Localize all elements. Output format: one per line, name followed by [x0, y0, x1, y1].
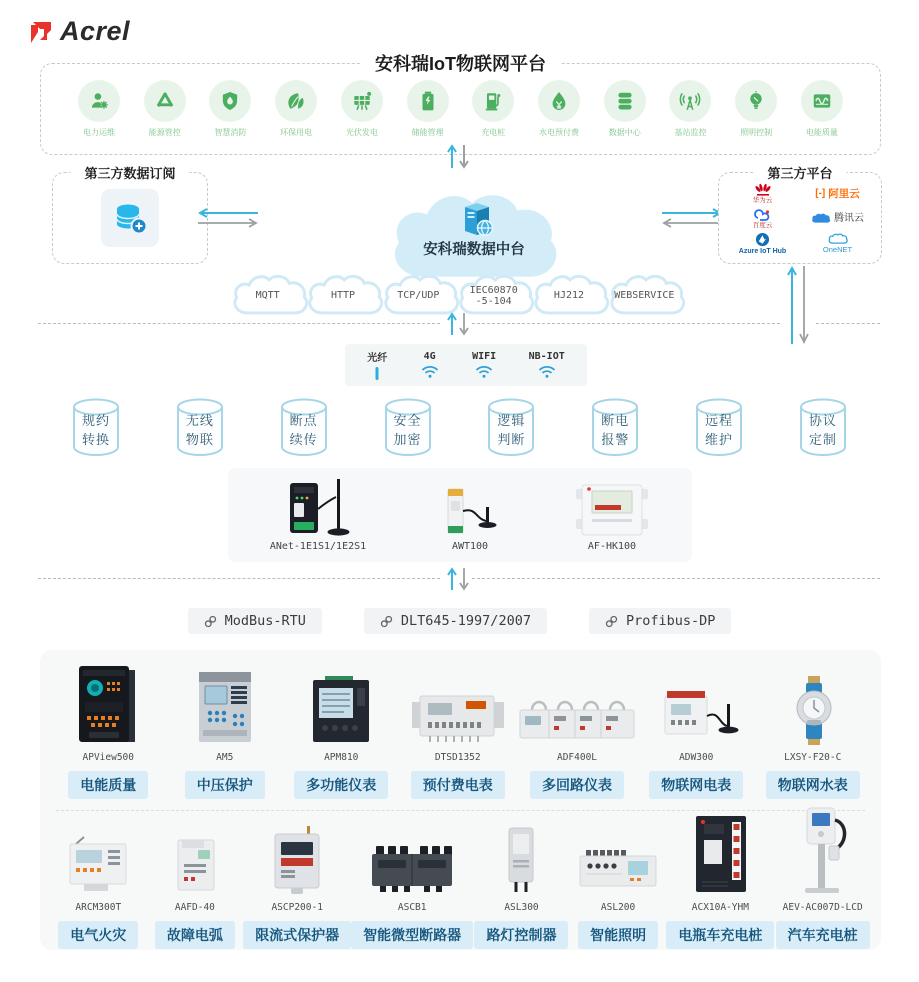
app-icon-circle [144, 80, 186, 122]
device-category-badge: 电气火灾 [58, 921, 138, 949]
device-category-badge: 路灯控制器 [474, 921, 568, 949]
device-item [516, 664, 638, 799]
app-icon-circle [604, 80, 646, 122]
device-model: ARCM300T [75, 902, 122, 913]
provider-label: 华为云 [752, 196, 773, 204]
cloud-provider [823, 233, 852, 254]
platform-app [73, 80, 125, 138]
ascb1-image [362, 818, 462, 896]
gateway-model: AWT100 [451, 541, 489, 552]
apview500-image [63, 664, 153, 746]
ascp200-1-image [257, 818, 337, 896]
platform-app [204, 80, 256, 138]
afhk100-gateway-image [562, 481, 662, 539]
app-icon-circle [538, 80, 580, 122]
device-category-badge: 物联网水表 [766, 771, 860, 799]
device-item [147, 818, 244, 949]
app-icon-circle [78, 80, 120, 122]
up-down-arrows-divider1 [444, 311, 472, 337]
protocol-cloud [607, 274, 682, 318]
left-right-arrows-left [196, 208, 260, 228]
divider [38, 323, 440, 324]
device-item [243, 818, 351, 949]
capability-cylinder [695, 398, 743, 458]
capability-cylinder [72, 398, 120, 458]
divider [38, 578, 440, 579]
protocol-cloud-label: HJ212 [553, 290, 585, 302]
device-category-badge: 智能微型断路器 [351, 921, 473, 949]
device-panel [40, 650, 881, 950]
app-label: 数据中心 [608, 128, 641, 137]
power-quality-icon [811, 90, 833, 112]
app-icon-circle [472, 80, 514, 122]
data-center-icon [614, 90, 636, 112]
platform-app [467, 80, 519, 138]
protocol-cloud [305, 274, 380, 318]
device-item [774, 818, 871, 949]
platform-app [796, 80, 848, 138]
device-item [473, 818, 570, 949]
cloud-provider [815, 188, 860, 200]
capability-cylinder [799, 398, 847, 458]
divider [56, 810, 865, 811]
platform-app [139, 80, 191, 138]
energy-management-icon [154, 90, 176, 112]
capability-label: 无线 物联 [185, 413, 214, 447]
platform-title: 安科瑞IoT物联网平台 [361, 50, 560, 76]
device-item [638, 664, 755, 799]
app-label: 充电桩 [481, 128, 506, 137]
wifi-icon [537, 364, 557, 379]
gateway-box [228, 468, 692, 562]
device-model: ASL200 [600, 902, 636, 913]
device-category-badge: 物联网电表 [649, 771, 743, 799]
device-model: ASCP200-1 [271, 902, 323, 913]
lxsy-f20-c-image [778, 664, 848, 746]
adf400l-image [516, 664, 638, 746]
prepay-icon [548, 90, 570, 112]
device-item [666, 818, 774, 949]
awt100-gateway-image [418, 483, 522, 539]
field-protocol-label: ModBus-RTU [224, 613, 306, 629]
device-category-badge: 多回路仪表 [530, 771, 624, 799]
acrel-logo-text: Acrel [60, 16, 131, 46]
up-down-arrows-right [784, 264, 812, 346]
app-label: 储能管理 [411, 128, 444, 137]
device-item [755, 664, 872, 799]
app-icon-circle [407, 80, 449, 122]
apm810-image [301, 664, 381, 746]
power-ops-icon [88, 90, 110, 112]
fire-safety-icon [219, 90, 241, 112]
app-label: 光伏发电 [345, 128, 378, 137]
device-category-badge: 多功能仪表 [294, 771, 388, 799]
fiber-icon [367, 366, 387, 381]
provider-label: 腾讯云 [834, 212, 864, 224]
device-model: APM810 [324, 752, 359, 763]
wifi-icon [474, 364, 494, 379]
third-party-platform-title: 第三方平台 [753, 163, 846, 182]
data-cloud-label: 安科瑞数据中台 [423, 242, 525, 258]
provider-label: 百度云 [752, 221, 773, 229]
divider [472, 578, 880, 579]
cloud-provider [811, 212, 864, 225]
base-station-icon [679, 90, 701, 112]
network-label: 光纤 [367, 353, 388, 364]
up-down-arrows-divider2 [444, 566, 472, 592]
app-icon-circle [669, 80, 711, 122]
lighting-control-icon [745, 90, 767, 112]
app-label: 智慧消防 [214, 128, 247, 137]
huawei-cloud-icon [754, 183, 772, 197]
platform-app [402, 80, 454, 138]
solar-power-icon [351, 90, 373, 112]
device-model: ADW300 [679, 752, 714, 763]
app-label: 水电预付费 [539, 128, 580, 137]
network-item [472, 351, 496, 379]
app-label: 照明控制 [740, 128, 773, 137]
capability-cylinder [176, 398, 224, 458]
acrel-data-cloud [384, 190, 564, 270]
subscribe-box-title: 第三方数据订阅 [70, 163, 189, 182]
capabilities-row [72, 398, 847, 458]
capability-label: 安全 加密 [393, 413, 422, 447]
field-protocol-pill [364, 608, 547, 634]
device-model: AAFD-40 [174, 902, 215, 913]
device-category-badge: 电瓶车充电桩 [666, 921, 774, 949]
gateway-model: AF-HK100 [587, 541, 637, 552]
database-add-icon [101, 189, 159, 247]
gateway-item [562, 481, 662, 552]
azure-iot-hub-icon [755, 232, 770, 247]
network-label: 4G [423, 351, 436, 362]
device-category-badge: 电能质量 [68, 771, 148, 799]
aafd-40-image [160, 818, 230, 896]
device-model: DTSD1352 [434, 752, 481, 763]
acx10a-yhm-image [680, 818, 760, 896]
device-item [167, 664, 284, 799]
protocol-cloud-label: MQTT [255, 290, 280, 302]
app-label: 电力运维 [83, 128, 115, 137]
capability-cylinder [487, 398, 535, 458]
network-label: WIFI [472, 351, 497, 362]
eco-power-icon [285, 90, 307, 112]
app-label: 基站监控 [674, 128, 707, 137]
am5-image [185, 664, 265, 746]
baidu-cloud-icon [754, 208, 772, 222]
field-protocol-pill [188, 608, 322, 634]
device-item [400, 664, 517, 799]
device-model: APView500 [82, 752, 134, 763]
acrel-logo [28, 16, 130, 47]
device-category-badge: 限流式保护器 [243, 921, 351, 949]
provider-label: Azure IoT Hub [738, 248, 787, 255]
server-icon [454, 198, 496, 240]
asl300-image [491, 818, 551, 896]
platform-app [599, 80, 651, 138]
anet-gateway-image [258, 477, 378, 539]
field-protocol-label: Profibus-DP [625, 613, 716, 629]
app-icon-circle [209, 80, 251, 122]
device-item [351, 818, 473, 949]
protocol-cloud-label: IEC60870 -5-104 [469, 284, 518, 307]
provider-label: 阿里云 [828, 187, 860, 200]
arcm300t-image [52, 818, 144, 896]
capability-label: 协议 定制 [808, 413, 837, 447]
link-icon [380, 615, 393, 628]
capability-cylinder [384, 398, 432, 458]
charging-pile-icon [482, 90, 504, 112]
divider [816, 323, 880, 324]
protocol-cloud-label: TCP/UDP [397, 290, 440, 302]
device-category-badge: 预付费电表 [411, 771, 505, 799]
gateway-item [418, 483, 522, 552]
energy-storage-icon [417, 90, 439, 112]
field-protocols-row [0, 608, 919, 634]
device-model: ACX10A-YHM [691, 902, 749, 913]
field-protocol-label: DLT645-1997/2007 [400, 613, 531, 629]
platform-app [664, 80, 716, 138]
device-model: ASL300 [504, 902, 539, 913]
protocol-cloud-label: HTTP [330, 290, 356, 302]
platform-app [270, 80, 322, 138]
apps-row [41, 64, 880, 154]
third-party-subscribe-box [52, 166, 208, 264]
link-icon [204, 615, 217, 628]
app-icon-circle [735, 80, 777, 122]
network-bar [345, 344, 587, 386]
device-item [50, 818, 147, 949]
device-item [50, 664, 167, 799]
adw300-image [645, 664, 747, 746]
acrel-logo-icon [28, 18, 56, 46]
cloud-provider [753, 183, 773, 205]
onenet-icon [828, 233, 848, 245]
network-item [529, 351, 565, 379]
network-item [420, 351, 440, 379]
device-model: AEV-AC007D-LCD [782, 902, 863, 913]
device-item [570, 818, 667, 949]
tencent-cloud-icon [811, 212, 831, 225]
app-icon-circle [341, 80, 383, 122]
capability-label: 逻辑 判断 [497, 413, 526, 447]
app-label: 电能质量 [805, 128, 838, 137]
device-category-badge: 中压保护 [185, 771, 265, 799]
third-party-platform-box [718, 166, 882, 264]
capability-label: 规约 转换 [81, 413, 110, 447]
divider [472, 323, 780, 324]
gateway-model: ANet-1E1S1/1E2S1 [269, 541, 367, 552]
field-protocol-pill [589, 608, 731, 634]
app-icon-circle [801, 80, 843, 122]
platform-app [730, 80, 782, 138]
aev-ac007d-lcd-image [787, 818, 859, 896]
device-category-badge: 智能照明 [578, 921, 658, 949]
device-row-2 [50, 818, 871, 949]
device-model: ASCB1 [397, 902, 427, 913]
cloud-providers-grid [719, 173, 881, 256]
app-icon-circle [275, 80, 317, 122]
protocol-cloud [531, 274, 606, 318]
capability-label: 断电 报警 [601, 413, 630, 447]
capability-label: 断点 续传 [289, 413, 318, 447]
alibaba-cloud-icon: [-] [815, 187, 826, 199]
dtsd1352-image [406, 664, 510, 746]
protocol-cloud [230, 274, 305, 318]
device-model: ADF400L [556, 752, 598, 763]
capability-label: 远程 维护 [705, 413, 734, 447]
device-model: AM5 [216, 752, 234, 763]
link-icon [605, 615, 618, 628]
device-row-1 [50, 664, 871, 799]
up-down-arrows-top [444, 142, 472, 170]
platform-app [336, 80, 388, 138]
network-label: NB-IOT [528, 351, 565, 362]
wifi-icon [420, 364, 440, 379]
app-label: 能源管控 [148, 128, 181, 137]
device-model: LXSY-F20-C [784, 752, 842, 763]
cloud-provider [739, 232, 786, 255]
network-item [367, 349, 387, 381]
capability-cylinder [591, 398, 639, 458]
capability-cylinder [280, 398, 328, 458]
provider-label: OneNET [822, 245, 853, 255]
left-right-arrows-right [660, 208, 724, 228]
app-label: 环保用电 [280, 128, 313, 137]
device-item [283, 664, 400, 799]
asl200-image [572, 818, 664, 896]
protocol-cloud-label: WEBSERVICE [614, 290, 675, 302]
device-category-badge: 汽车充电桩 [776, 921, 870, 949]
platform-app [533, 80, 585, 138]
cloud-provider [753, 208, 773, 230]
gateway-item [258, 477, 378, 552]
device-category-badge: 故障电弧 [155, 921, 235, 949]
